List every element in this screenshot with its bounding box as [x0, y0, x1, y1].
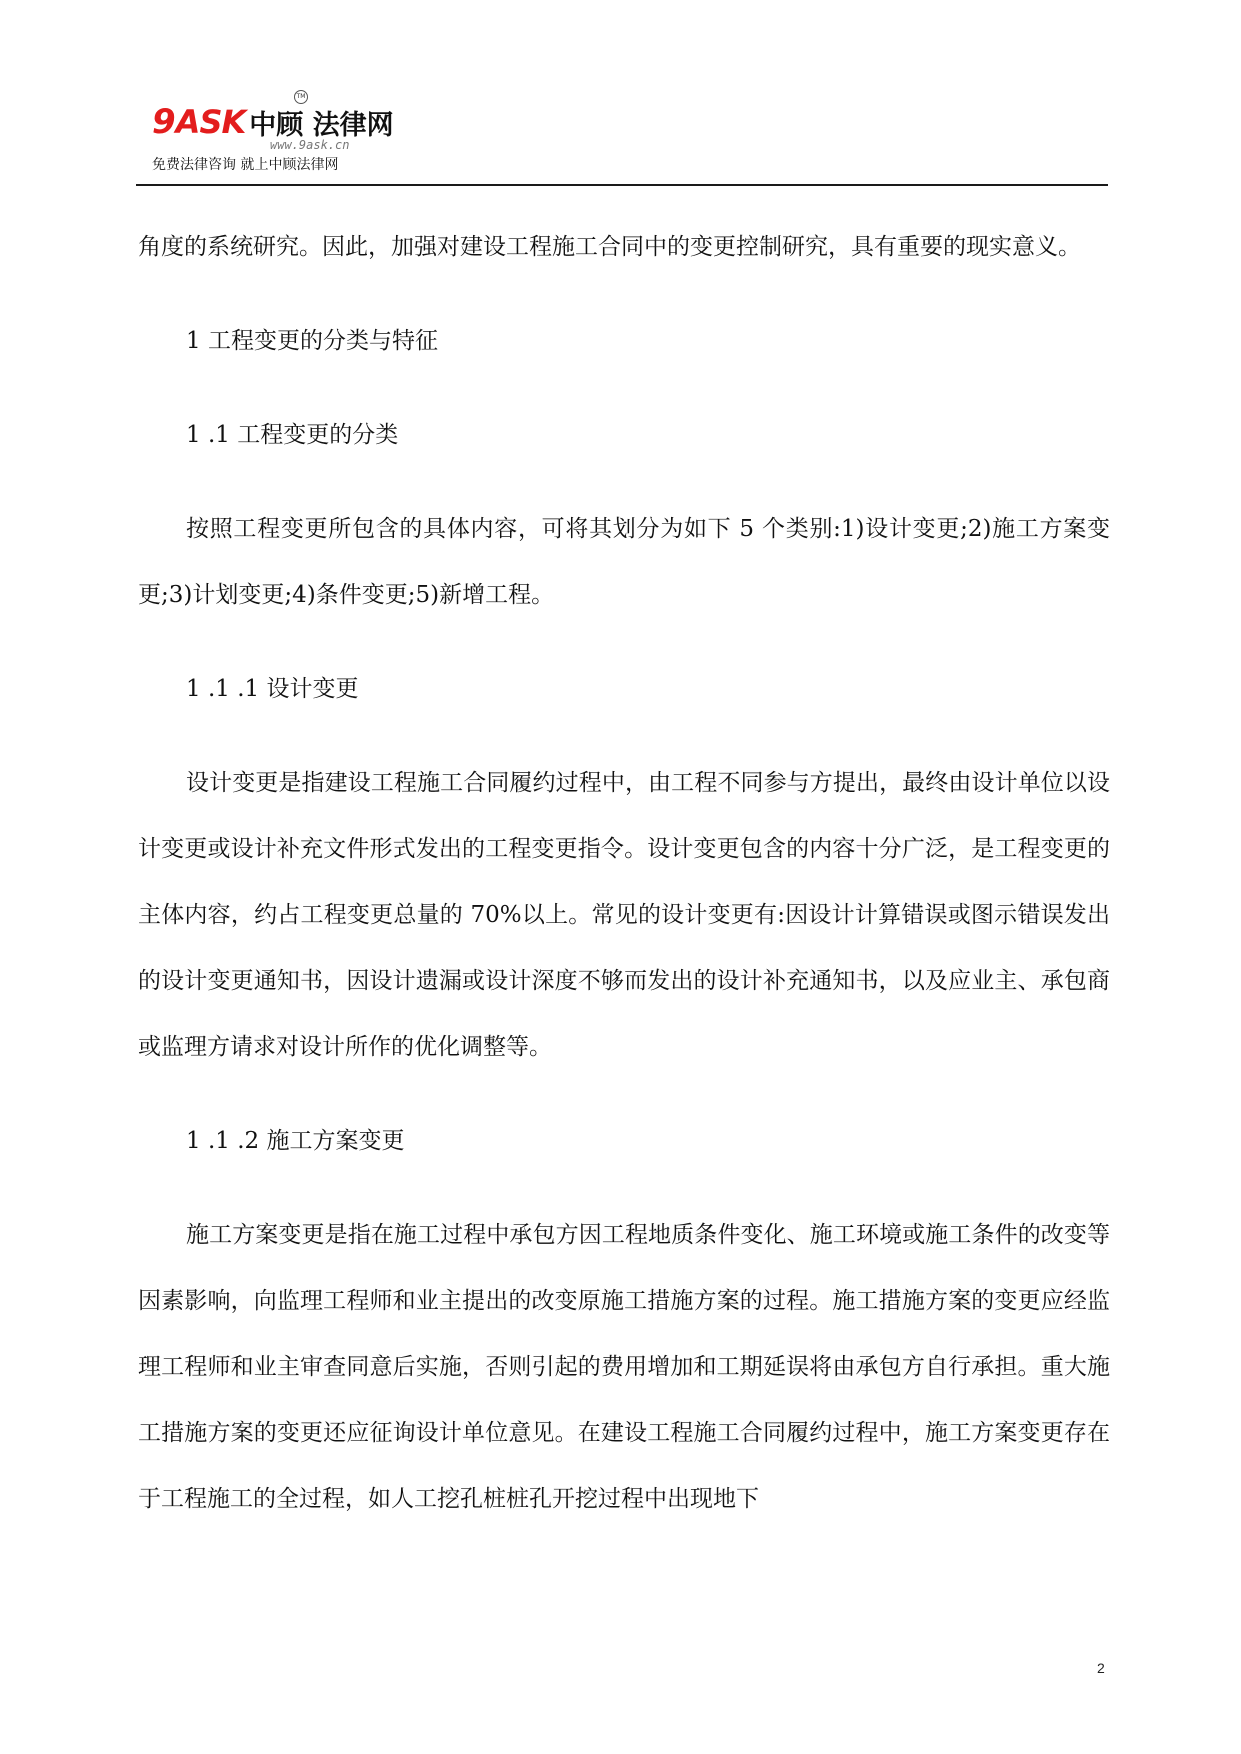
paragraph-construction-plan-change: 施工方案变更是指在施工过程中承包方因工程地质条件变化、施工环境或施工条件的改变等因素影响，向监理工程师和业主提出的改变原施工措施方案的过程。施工措施方案的变更应经监理工程师和业主审查同意后实施，否则引起的费用增加和工期延误将由承包方自行承担。重大施工措施方案的变更还应征询设计单位意见。在建设工程施工合同履约过程中，施工方案变更存在于工程施工的全过程，如人工挖孔桩桩孔开挖过程中出现地下	[138, 1222, 1110, 1512]
paragraph-continued: 角度的系统研究。因此，加强对建设工程施工合同中的变更控制研究，具有重要的现实意义。	[138, 234, 1081, 260]
logo-brand: ASK	[175, 103, 246, 141]
page-number: 2	[1097, 1660, 1105, 1676]
section-heading-1-1: 1 .1 工程变更的分类	[186, 422, 399, 448]
logo-cn-name: 中顾 法律网	[249, 109, 394, 141]
logo-wordmark	[152, 102, 394, 140]
section-heading-1: 1 工程变更的分类与特征	[186, 328, 438, 354]
site-logo[interactable]	[152, 84, 402, 180]
page-header	[136, 84, 1108, 186]
logo-mark: 9	[152, 102, 176, 142]
logo-slogan: 免费法律咨询 就上中顾法律网	[152, 157, 339, 173]
document-body	[138, 214, 1110, 1532]
trademark-icon: TM	[294, 90, 308, 104]
logo-url: www.9ask.cn	[270, 138, 350, 152]
paragraph-design-change: 设计变更是指建设工程施工合同履约过程中，由工程不同参与方提出，最终由设计单位以设计变更或设计补充文件形式发出的工程变更指令。设计变更包含的内容十分广泛，是工程变更的主体内容，约占工程变更总量的 70%以上。常见的设计变更有:因设计计算错误或图示错误发出的设计变更通知书，因设计遗漏或设计深度不够而发出的设计补充通知书，以及应业主、承包商或监理方请求对设计所作的优化调整等。	[138, 770, 1110, 1060]
paragraph-change-categories: 按照工程变更所包含的具体内容，可将其划分为如下 5 个类别:1)设计变更;2)施工方案变更;3)计划变更;4)条件变更;5)新增工程。	[138, 516, 1110, 608]
section-heading-1-1-2: 1 .1 .2 施工方案变更	[186, 1128, 405, 1154]
section-heading-1-1-1: 1 .1 .1 设计变更	[186, 676, 359, 702]
